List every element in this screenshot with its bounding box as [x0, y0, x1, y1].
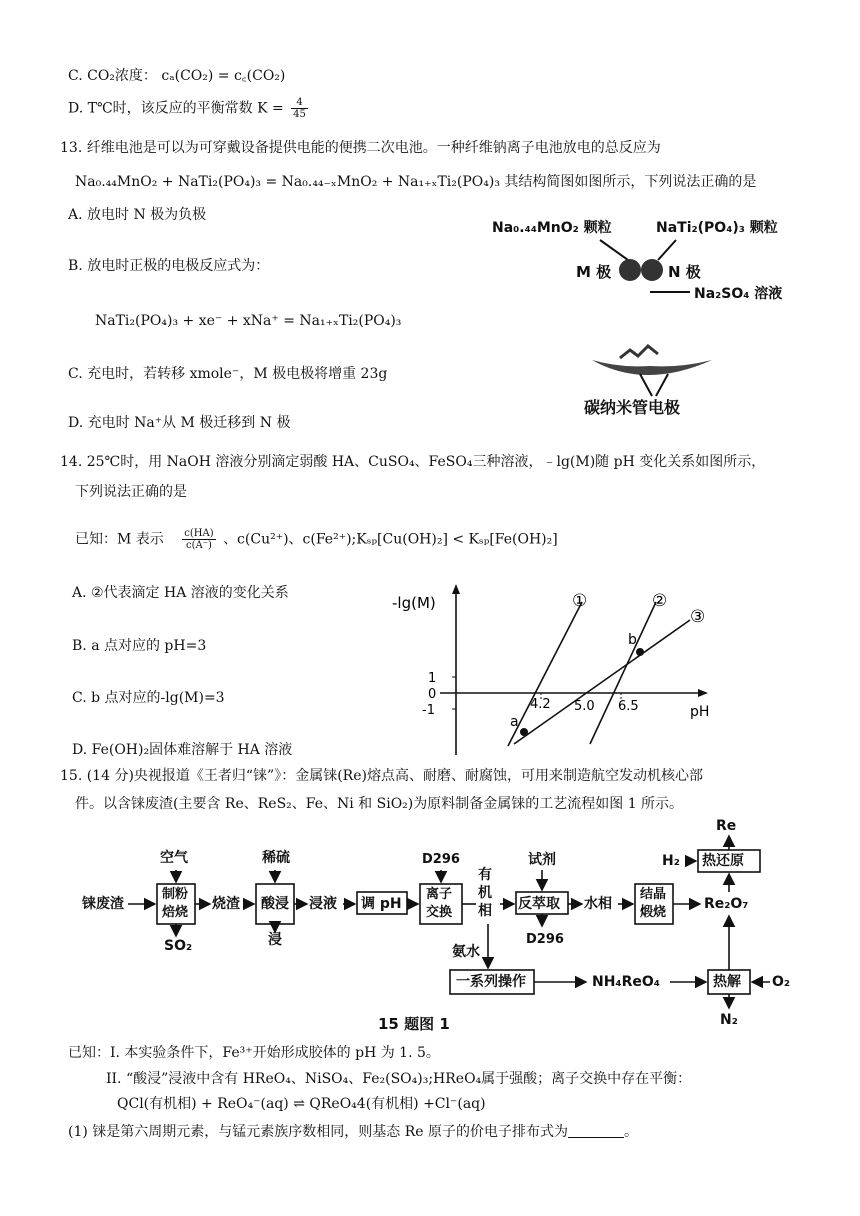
- x-axis-label: pH: [690, 704, 710, 720]
- flow-waste: 铼废渣: [82, 896, 124, 912]
- q15-question-1-text: (1) 铼是第六周期元素，与锰元素族序数相同，则基态 Re 原子的价电子排布式为: [68, 1124, 569, 1140]
- flow-water-phase: 水相: [584, 896, 612, 912]
- flow-dilute-acid: 稀硫: [262, 850, 290, 866]
- q15-known-1: 已知：I. 本实验条件下，Fe³⁺开始形成胶体的 pH 为 1. 5。: [68, 1045, 440, 1061]
- y-tick-1: 1: [428, 671, 437, 686]
- y-tick-neg1: -1: [422, 703, 435, 718]
- flow-so2: SO₂: [164, 938, 193, 954]
- flow-nh4reo4: NH₄ReO₄: [592, 974, 660, 990]
- y-tick-0: 0: [428, 687, 437, 702]
- flow-ion-line1: 离子: [426, 887, 453, 902]
- label-mno2-particle: Na₀.₄₄MnO₂ 颗粒: [492, 220, 612, 236]
- flow-re: Re: [716, 818, 737, 834]
- flow-roast-line2: 焙烧: [162, 905, 189, 920]
- flow-adjust-ph: 调 pH: [361, 896, 402, 912]
- flow-ammonia: 氨水: [452, 944, 480, 960]
- q14-known: [75, 528, 558, 551]
- q14-option-d: D. Fe(OH)₂固体难溶解于 HA 溶液: [72, 742, 293, 758]
- x-tick-5-0: 5.0: [574, 699, 595, 714]
- point-b-label: b: [628, 632, 637, 648]
- flow-d296-bottom: D296: [526, 932, 564, 947]
- q14-known-suffix: 、c(Cu²⁺)、c(Fe²⁺);Kₛₚ[Cu(OH)₂] < Kₛₚ[Fe(OH)₂]: [223, 531, 558, 548]
- q13-stem-line2: Na₀.₄₄MnO₂ + NaTi₂(PO₄)₃ = Na₀.₄₄₋ₓMnO₂ + Na₁₊ₓTi₂(PO₄)₃ 其结构简图如图所示，下列说法正确的是: [75, 174, 757, 190]
- flow-leach-residue: 浸: [268, 932, 282, 948]
- q13-stem-line1: 13. 纤维电池是可以为可穿戴设备提供电能的便携二次电池。一种纤维钠离子电池放电的总反应为: [60, 140, 661, 156]
- flow-air: 空气: [160, 850, 188, 866]
- flow-h2: H₂: [662, 853, 680, 869]
- flow-o2: O₂: [772, 974, 791, 990]
- q13-option-d: D. 充电时 Na⁺从 M 极迁移到 N 极: [68, 415, 291, 431]
- line-1-label: ①: [572, 591, 588, 611]
- flow-cryst-line2: 煅烧: [640, 905, 667, 920]
- flow-back-extraction: 反萃取: [518, 896, 560, 912]
- q15-stem-line1: 15. (14 分)央视报道《王者归“铼”》：金属铼(Re)熔点高、耐磨、耐腐蚀，可用来制造航空发动机核心部: [60, 768, 703, 784]
- label-carbon-nanotube: 碳纳米管电极: [584, 398, 681, 417]
- flow-roast-line1: 制粉: [162, 887, 189, 902]
- q13-option-a: A. 放电时 N 极为负极: [68, 207, 207, 223]
- label-na2so4-solution: Na₂SO₄ 溶液: [694, 286, 783, 302]
- flow-organic-phase: 有机相: [478, 867, 492, 919]
- q14-option-b: B. a 点对应的 pH=3: [72, 638, 207, 654]
- flow-cinder: 烧渣: [212, 896, 240, 912]
- q14-option-c: C. b 点对应的-lg(M)=3: [72, 690, 225, 706]
- line-3-label: ③: [690, 607, 706, 627]
- q14-stem-line2: 下列说法正确的是: [75, 484, 187, 500]
- q15-known-3: QCl(有机相) + ReO₄⁻(aq) ⇌ QReO₄4(有机相) +Cl⁻(aq): [117, 1096, 486, 1112]
- q14-m-fraction: $\frac{c(HA)}{c(A^-)}$: [184, 528, 214, 551]
- battery-diagram: [480, 208, 810, 428]
- q15-question-1-end: 。: [624, 1124, 639, 1140]
- q14-known-prefix: 已知：M 表示: [75, 531, 164, 548]
- q15-question-1: [68, 1122, 638, 1142]
- point-a-label: a: [510, 714, 519, 730]
- x-tick-4-2: 4.2: [530, 697, 551, 712]
- flow-caption: 15 题图 1: [378, 1015, 450, 1033]
- q12-option-d-text: D. T℃时，该反应的平衡常数 K =: [68, 100, 284, 117]
- q13-option-b: B. 放电时正极的电极反应式为：: [68, 258, 270, 274]
- flow-pyrolysis: 热解: [713, 974, 741, 990]
- point-b-marker: [636, 648, 644, 656]
- q15-stem-line2: 件。以含铼废渣(主要含 Re、ReS₂、Fe、Ni 和 SiO₂)为原料制备金属铼的工艺流程如图 1 所示。: [75, 796, 684, 812]
- q12-option-c: C. CO₂浓度： cₐ(CO₂) = c꜀(CO₂): [68, 68, 286, 84]
- flow-leachate: 浸液: [309, 896, 337, 912]
- line-2-label: ②: [652, 591, 668, 611]
- q14-graph: [390, 580, 730, 760]
- label-nati-particle: NaTi₂(PO₄)₃ 颗粒: [656, 220, 778, 236]
- flow-reagent: 试剂: [528, 852, 556, 868]
- label-m-electrode: M 极: [576, 263, 612, 281]
- q14-option-a: A. ②代表滴定 HA 溶液的变化关系: [72, 585, 289, 601]
- label-n-electrode: N 极: [668, 263, 701, 281]
- q15-known-2: II. “酸浸”浸液中含有 HReO₄、NiSO₄、Fe₂(SO₄)₃;HReO₄属于强酸；离子交换中存在平衡：: [106, 1071, 692, 1087]
- q13-option-c: C. 充电时，若转移 xmole⁻，M 极电极将增重 23g: [68, 366, 388, 382]
- flowchart-arrows: [0, 812, 860, 1037]
- q15-flowchart: [0, 812, 860, 1037]
- q14-stem-line1: 14. 25℃时，用 NaOH 溶液分别滴定弱酸 HA、CuSO₄、FeSO₄三种溶液，﹣lg(M)随 pH 变化关系如图所示，: [60, 454, 766, 470]
- q13-battery-figure: [480, 208, 810, 428]
- x-tick-6-5: 6.5: [618, 699, 639, 714]
- flow-cryst-line1: 结晶: [640, 887, 667, 902]
- flow-n2: N₂: [720, 1012, 738, 1028]
- flow-d296-top: D296: [422, 852, 460, 867]
- flow-acid-leach: 酸浸: [261, 896, 289, 912]
- flow-ion-line2: 交换: [426, 905, 453, 920]
- y-axis-label: -lg(M): [392, 594, 436, 612]
- flow-thermal-reduction: 热还原: [702, 853, 744, 869]
- q12-option-d: [68, 97, 311, 120]
- flow-re2o7: Re₂O₇: [704, 896, 749, 912]
- flow-series-operations: 一系列操作: [456, 974, 526, 990]
- point-a-marker: [520, 728, 528, 736]
- q12-k-fraction: $\frac{4}{45}$: [293, 97, 306, 120]
- answer-blank[interactable]: [568, 1123, 624, 1138]
- q13-option-b-equation: NaTi₂(PO₄)₃ + xe⁻ + xNa⁺ = Na₁₊ₓTi₂(PO₄)₃: [95, 313, 402, 329]
